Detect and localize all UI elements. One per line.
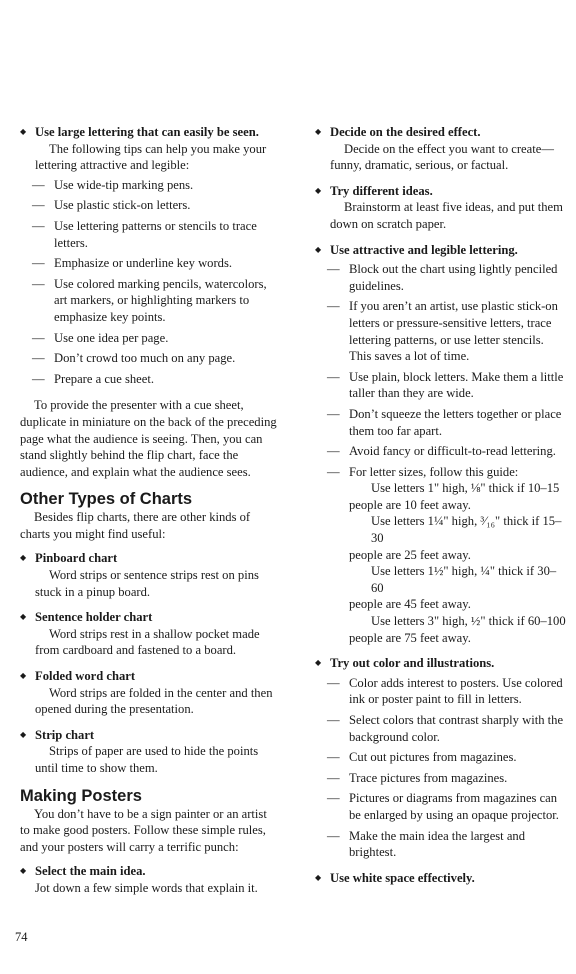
tip-white-space: [315, 870, 567, 887]
letter-size-guide: [315, 464, 567, 647]
list-item: — Color adds interest to posters. Use colored ink or poster paint to fill in letters.: [315, 675, 567, 708]
tip-different-ideas: [315, 183, 567, 233]
cue-sheet-paragraph: To provide the presenter with a cue sheet, duplicate in miniature on the back of the preceding page what the audience is seeing. Then, you can stand slightly behind the flip chart, face the audience, and explain what the audience sees.: [20, 398, 277, 479]
posters-intro: You don’t have to be a sign painter or an artist to make good posters. Follow these simple rules, and your posters will carry a terrific punch:: [20, 806, 267, 854]
guide-line-cont: people are 45 feet away.: [349, 597, 471, 612]
list-item: — Emphasize or underline key words.: [20, 255, 278, 272]
tip-text: Brainstorm at least five ideas, and put them down on scratch paper.: [330, 200, 563, 231]
list-item: — Use one idea per page.: [20, 330, 278, 347]
chart-type-heading: ◆ Folded word chart: [20, 668, 278, 685]
lettering-tips-list: [20, 177, 278, 388]
list-item: — Pictures or diagrams from magazines can be enlarged by using an opaque projector.: [315, 790, 567, 823]
tip-heading: ◆ Use white space effectively.: [315, 870, 567, 887]
tip-heading: ◆ Use large lettering that can easily be seen.: [20, 124, 278, 141]
tip-text: Jot down a few simple words that explain it.: [35, 880, 258, 895]
tip-select-main-idea: [20, 863, 278, 896]
tip-heading: ◆ Try out color and illustrations.: [315, 655, 567, 672]
guide-line-cont: people are 25 feet away.: [349, 547, 471, 562]
chart-type-sentence-holder: [20, 609, 278, 659]
chart-type-heading: ◆ Sentence holder chart: [20, 609, 278, 626]
list-item: — Don’t squeeze the letters together or place them too far apart.: [315, 406, 567, 439]
list-item: — Use lettering patterns or stencils to trace letters.: [20, 218, 278, 251]
guide-line: Use letters 1" high, ⅛" thick if 10–15: [371, 481, 560, 496]
guide-line-cont: people are 10 feet away.: [349, 497, 471, 512]
chart-type-text: Word strips rest in a shallow pocket made from cardboard and fastened to a board.: [35, 626, 260, 658]
list-item: — Don’t crowd too much on any page.: [20, 350, 278, 367]
guide-line: Use letters 1¼" high, ³⁄₁₆" thick if 15–30: [371, 514, 562, 546]
chart-type-heading: ◆ Strip chart: [20, 727, 278, 744]
guide-line: Use letters 1½" high, ¼" thick if 30–60: [371, 564, 557, 595]
list-item: — Prepare a cue sheet.: [20, 371, 278, 388]
list-item: — Select colors that contrast sharply with the background color.: [315, 712, 567, 745]
chart-type-strip: [20, 727, 278, 777]
left-column: [20, 124, 278, 906]
tip-text: Decide on the effect you want to create—funny, dramatic, serious, or factual.: [330, 141, 554, 173]
tip-desired-effect: [315, 124, 567, 174]
list-item: — Trace pictures from magazines.: [315, 770, 567, 787]
list-item: — Make the main idea the largest and brightest.: [315, 828, 567, 861]
section-title-other-charts: Other Types of Charts: [20, 490, 193, 509]
chart-type-heading: ◆ Pinboard chart: [20, 550, 278, 567]
tip-heading: ◆ Decide on the desired effect.: [315, 124, 567, 141]
list-item: — Use colored marking pencils, watercolors, art markers, or highlighting markers to emphasize key points.: [20, 276, 278, 326]
tip-heading: ◆ Try different ideas.: [315, 183, 567, 200]
chart-type-pinboard: [20, 550, 278, 600]
chart-type-folded-word: [20, 668, 278, 718]
tip-heading: ◆ Use attractive and legible lettering.: [315, 242, 567, 259]
chart-type-text: Word strips or sentence strips rest on pins stuck in a pinup board.: [35, 568, 259, 599]
list-item: — Use plastic stick-on letters.: [20, 197, 278, 214]
guide-intro: For letter sizes, follow this guide:: [349, 464, 519, 479]
tip-color-illustrations: [315, 655, 567, 861]
tip-intro: The following tips can help you make your lettering attractive and legible:: [35, 141, 267, 173]
tip-large-lettering: [20, 124, 278, 387]
lettering-list: [315, 261, 567, 646]
chart-type-text: Strips of paper are used to hide the points until time to show them.: [35, 744, 259, 775]
page-number: 74: [15, 930, 28, 944]
chart-type-text: Word strips are folded in the center and then opened during the presentation.: [35, 685, 273, 717]
section-title-making-posters: Making Posters: [20, 786, 142, 805]
other-charts-intro: Besides flip charts, there are other kinds of charts you might find useful:: [20, 510, 251, 541]
list-item: — Avoid fancy or difficult-to-read lettering.: [315, 443, 567, 460]
list-item: — Use wide-tip marking pens.: [20, 177, 278, 194]
guide-line: Use letters 3" high, ½" thick if 60–100: [371, 614, 566, 629]
guide-line-cont: people are 75 feet away.: [349, 630, 471, 645]
list-item: — Block out the chart using lightly penciled guidelines.: [315, 261, 567, 294]
list-item: — Use plain, block letters. Make them a little taller than they are wide.: [315, 369, 567, 402]
color-list: [315, 675, 567, 861]
list-item: — Cut out pictures from magazines.: [315, 749, 567, 766]
tip-legible-lettering: [315, 242, 567, 647]
right-column: [315, 124, 567, 895]
list-item: — If you aren’t an artist, use plastic stick-on letters or pressure-sensitive letters, trace lettering patterns, or use letter stencils. This saves a lot of time.: [315, 298, 567, 364]
tip-heading: ◆ Select the main idea.: [20, 863, 278, 880]
